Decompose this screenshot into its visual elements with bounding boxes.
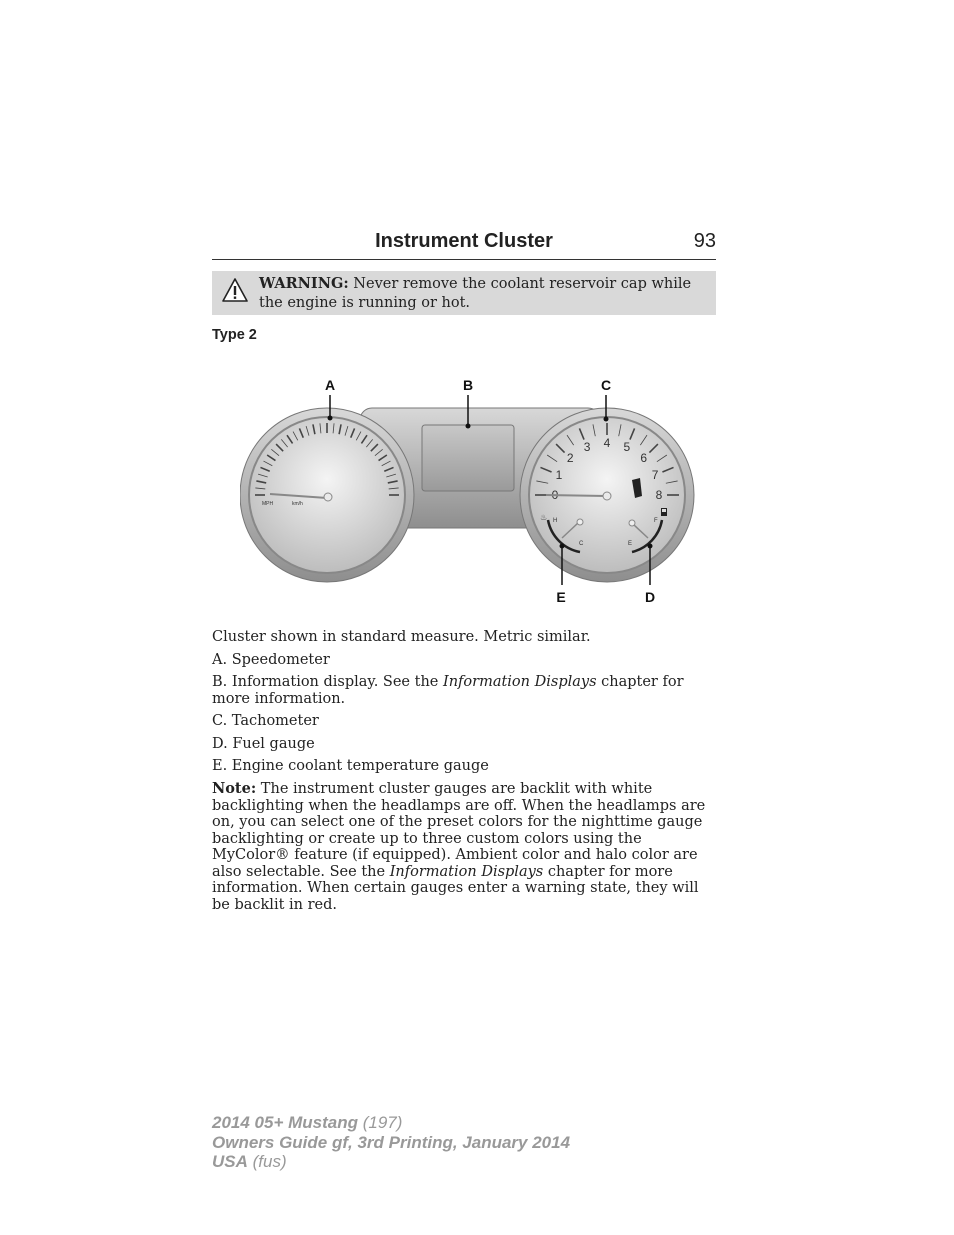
information-display [422, 425, 514, 491]
instrument-cluster-figure [240, 370, 700, 610]
tach-numeral: 5 [623, 439, 631, 454]
speedo-unit-kmh: km/h [292, 501, 303, 507]
speedo-unit-mph: MPH [262, 501, 274, 507]
svg-text:D: D [644, 589, 656, 605]
tach-numeral: 1 [555, 468, 563, 483]
warning-triangle-icon [222, 277, 248, 303]
footer-line-3: USA (fus) [212, 1152, 287, 1171]
temp-hot-label: H [553, 518, 558, 524]
tach-numeral: 4 [603, 436, 611, 450]
tach-needle [546, 495, 606, 496]
temp-hub [577, 519, 583, 525]
warning-box [212, 271, 716, 315]
tach-numeral: 8 [655, 488, 663, 502]
fuel-full-label: F [654, 518, 658, 524]
fuel-pump-icon [661, 508, 667, 516]
footer-line-2: Owners Guide gf, 3rd Printing, January 2014 [212, 1132, 571, 1152]
coolant-temp-icon: ♨ [540, 513, 548, 522]
warning-label: WARNING: [259, 275, 349, 292]
tachometer-gauge [529, 417, 685, 573]
footer-line-1: 2014 05+ Mustang (197) [212, 1113, 403, 1132]
note-label: Note: [212, 780, 257, 797]
svg-text:B: B [462, 377, 474, 393]
item-e: E. Engine coolant temperature gauge [212, 758, 489, 774]
figure-caption: Cluster shown in standard measure. Metric similar. [212, 629, 591, 645]
page-footer [212, 1113, 570, 1172]
warning-text [259, 274, 699, 313]
svg-text:E: E [556, 589, 566, 605]
fuel-hub [629, 520, 635, 526]
chapter-title: Instrument Cluster [375, 230, 553, 252]
item-d: D. Fuel gauge [212, 736, 315, 752]
page-number: 93 [693, 230, 716, 252]
item-b: B. Information display. See the Information Displays chapter for more information. [212, 674, 684, 707]
item-c: C. Tachometer [212, 713, 319, 729]
tach-numeral: 2 [566, 451, 574, 466]
speedo-hub [324, 493, 332, 501]
warning-message: Never remove the coolant reservoir cap while the engine is running or hot. [259, 276, 692, 311]
note-paragraph: Note: The instrument cluster gauges are backlit with white backlighting when the headlamps are off. When the headlamps are on, you can select one of the preset colors for the nighttime gauge backlighting or create up to three custom colors using the MyColor® feature (if equipped). Ambient color and halo color are also selectable. See the Information Displays chapter for more information. When certain gauges enter a warning state, they will be backlit in red. [212, 780, 706, 913]
tach-numeral: 6 [640, 451, 648, 466]
svg-text:C: C [600, 377, 612, 393]
fuel-empty-label: E [628, 541, 633, 547]
speedometer-gauge [249, 417, 405, 573]
tach-numeral: 3 [583, 439, 591, 454]
item-a: A. Speedometer [212, 652, 330, 668]
page-header [212, 229, 716, 260]
tach-numeral: 7 [651, 468, 659, 483]
temp-cold-label: C [579, 541, 584, 547]
section-heading: Type 2 [212, 327, 257, 343]
svg-text:A: A [324, 377, 336, 393]
tach-hub [603, 492, 611, 500]
